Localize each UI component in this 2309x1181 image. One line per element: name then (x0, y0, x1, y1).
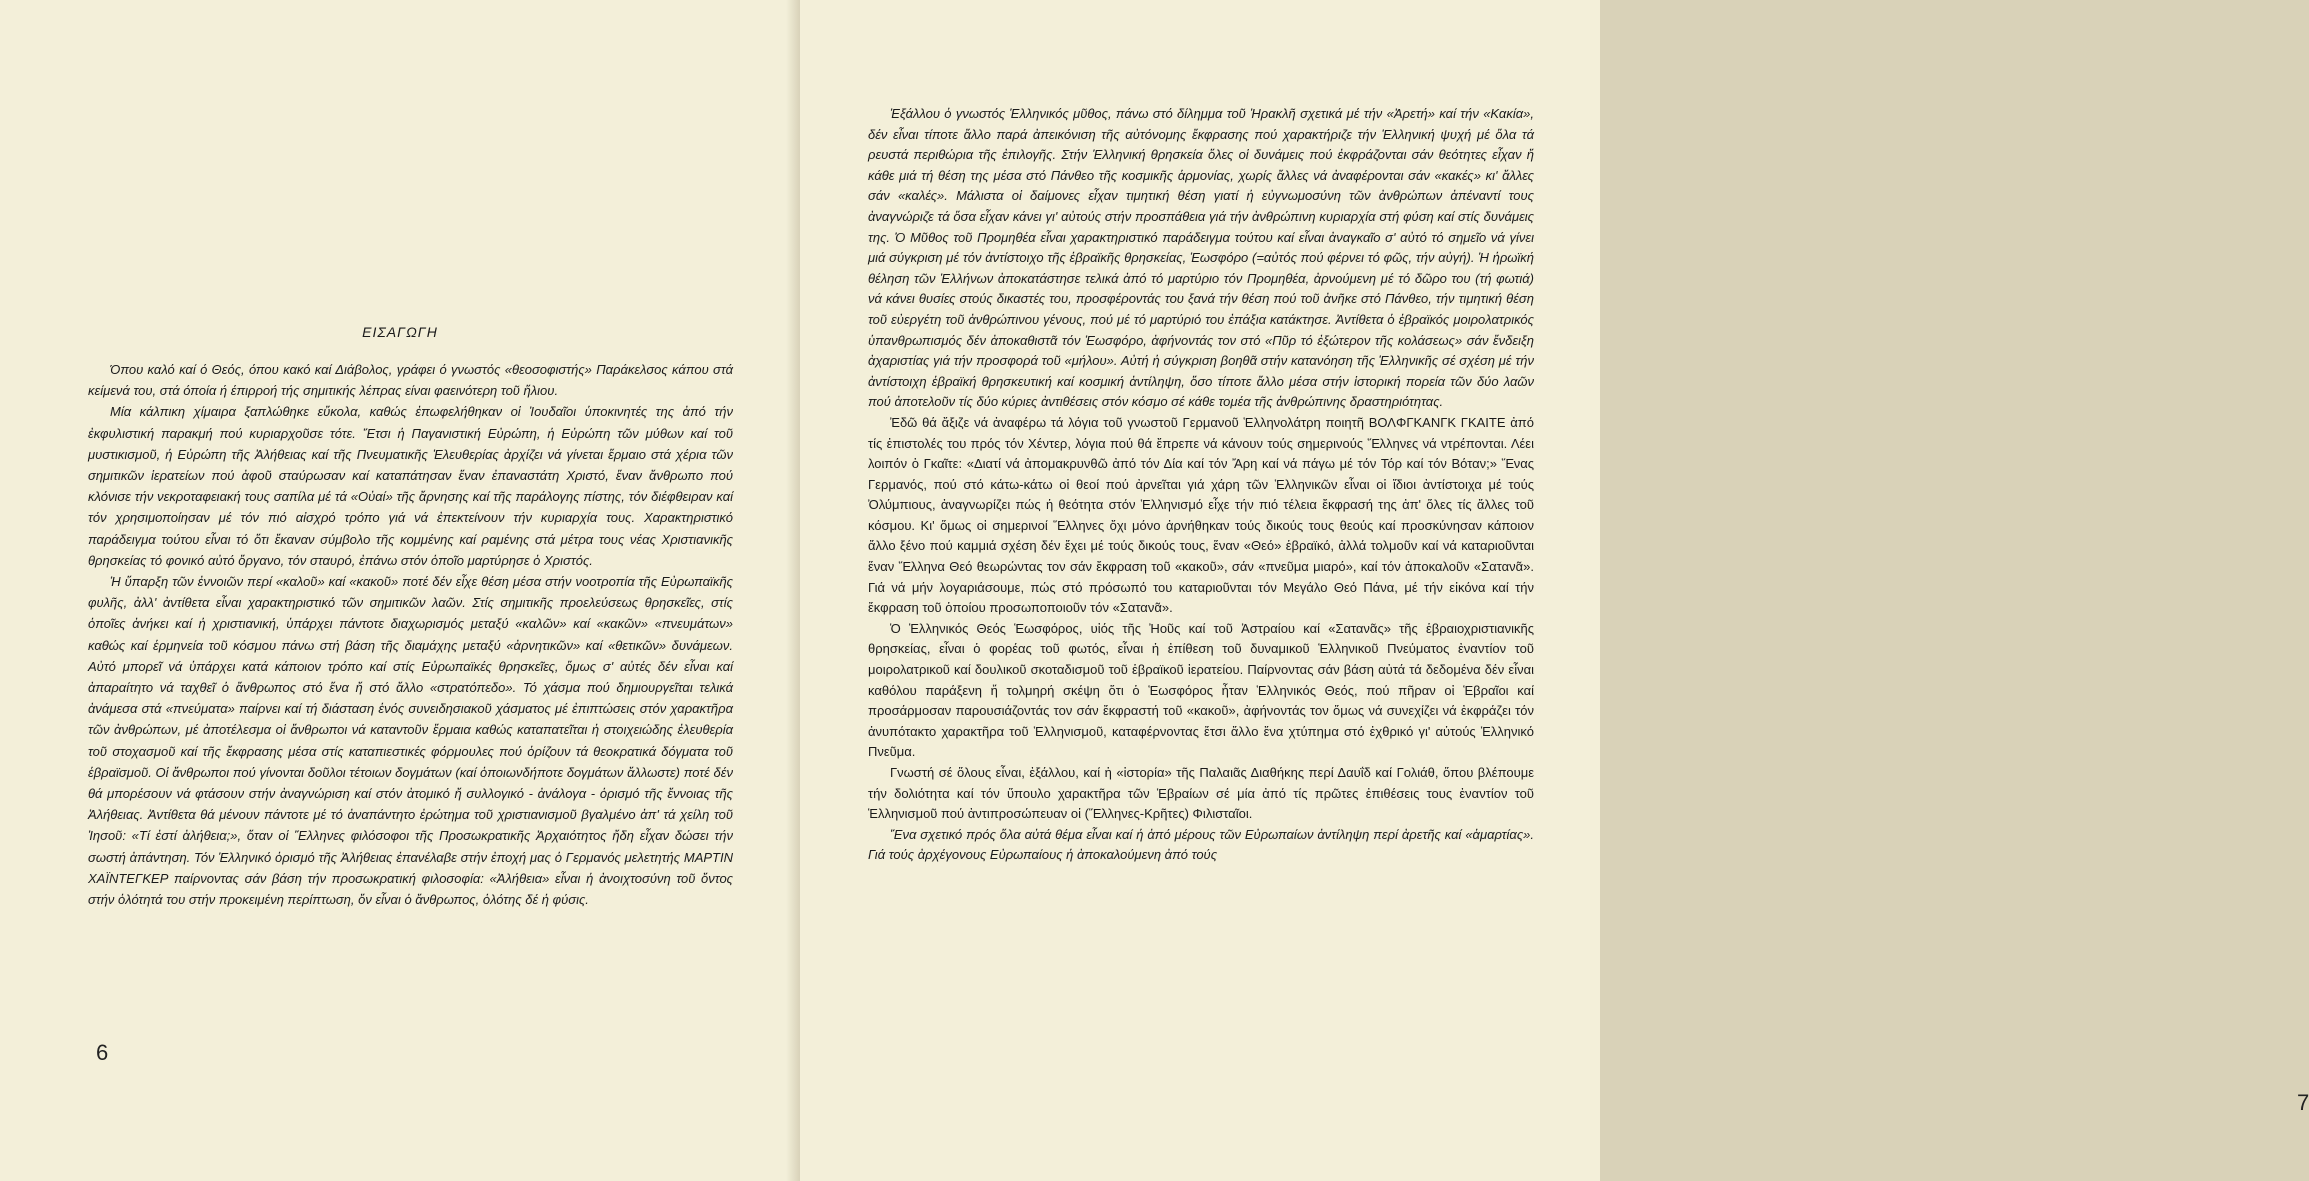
paragraph: Ἐδῶ θά ἄξιζε νά ἀναφέρω τά λόγια τοῦ γνωστοῦ Γερμανοῦ Ἑλληνολάτρη ποιητῆ ΒΟΛΦΓΚΑΝΓΚ ΓΚΑΙΤΕ ἀπό τίς ἐπιστολές του πρός τόν Χέντερ, λόγια πού θά ἔπρεπε νά κάνουν τούς σημερινούς Ἕλληνες νά ντρέπονται. Λέει λοιπόν ὁ Γκαῖτε: «Διατί νά ἀπομακρυνθῶ ἀπό τόν Δία καί τόν Ἄρη καί νά πάγω μέ τόν Τόρ καί τόν Βόταν;» Ἕνας Γερμανός, πού στό κάτω-κάτω οἱ θεοί πού ἀρνεῖται γιά χάρη τῶν Ἑλληνικῶν εἶναι οἱ ἴδιοι ἀντίστοιχα μέ τούς Ὀλύμπιους, ἀναγνωρίζει πώς ἡ θεότητα στόν Ἑλληνισμό εἶχε τήν πιό τέλεια ἔκφρασή της ἀπ' ὅλες τίς ἄλλες τοῦ κόσμου. Κι' ὅμως οἱ σημερινοί Ἕλληνες ὄχι μόνο ἀρνήθηκαν τούς δικούς τους θεούς καί προσκύνησαν κάποιον ἄλλο ξένο πού καμμιά σχέση δέν ἔχει μέ τούς δικούς τους, ἕναν «Θεό» ἑβραϊκό, ἀλλά τολμοῦν καί νά καταριοῦνται ἕναν Ἕλληνα Θεό θεωρώντας τον σάν ἔκφραση τοῦ «κακοῦ», σάν «πνεῦμα μιαρό», καί τόν ἀποκαλοῦν «Σατανᾶ». Γιά νά μήν λογαριάσουμε, πώς στό πρόσωπό του καταριοῦνται τόν Μεγάλο Θεό Πάνα, μέ τήν εἰκόνα καί τήν ἔκφραση τοῦ ὁποίου προσωποποιοῦν τόν «Σατανᾶ». (868, 414, 1534, 616)
page-number: 6 (96, 1040, 109, 1065)
left-body-text (88, 359, 733, 910)
left-page (0, 0, 800, 1181)
page-number: 7 (2297, 1090, 2309, 1115)
right-body-text (868, 104, 1534, 866)
paragraph: Ἡ ὕπαρξη τῶν ἐννοιῶν περί «καλοῦ» καί «κακοῦ» ποτέ δέν εἶχε θέση μέσα στήν νοοτροπία τῆς Εὐρωπαϊκῆς φυλῆς, ἀλλ' ἀντίθετα εἶναι χαρακτηριστικό τῶν σημιτικῶν λαῶν. Στίς σημιτικῆς προελεύσεως θρησκεῖες, στίς ὁποῖες ἀνήκει καί ἡ χριστιανική, ὑπάρχει πάντοτε διαχωρισμός μεταξύ «καλῶν» καί «κακῶν» «πνευμάτων» καθώς καί ἑρμηνεία τοῦ κόσμου πάνω στή βάση τῆς διαμάχης μεταξύ «ἀρνητικῶν» καί «θετικῶν» δυνάμεων. Αὐτό μπορεῖ νά ὑπάρχει κατά κάποιον τρόπο καί στίς Εὐρωπαϊκές θρησκεῖες, ὅμως σ' αὐτές δέν εἶναι καί ἀπαραίτητο νά ταχθεῖ ὁ ἄνθρωπος στό ἕνα ἤ στό ἄλλο «στρατόπεδο». Τό χάσμα πού δημιουργεῖται τελικά ἀνάμεσα στά «πνεύματα» παίρνει καί τή διάσταση ἑνός συνειδησιακοῦ χάσματος μέ ἐπιπτώσεις στόν χαρακτῆρα τῶν ἀνθρώπων, μέ ἀποτέλεσμα οἱ ἄνθρωποι νά καταντοῦν ἕρμαια καθώς καταπατεῖται ἡ στοιχειώδης ἐλευθερία τοῦ στοχασμοῦ καί τῆς ἔκφρασης μέσα στίς καταπιεστικές φόρμουλες πού ὁρίζουν τά θεοκρατικά δόγματα τοῦ ἑβραϊσμοῦ. Οἱ ἄνθρωποι πού γίνονται δοῦλοι τέτοιων δογμάτων (καί ὁποιωνδήποτε δογμάτων ἄλλωστε) ποτέ δέν θά μπορέσουν νά φτάσουν στήν ἀναγνώριση καί στόν ἀτομικό ἤ συλλογικό - ἀνάλογα - ὁρισμό τῆς ἔννοιας τῆς Ἀλήθειας. Ἀντίθετα θά μένουν πάντοτε μέ τό ἀναπάντητο ἐρώτημα τοῦ χριστιανισμοῦ βγαλμένο ἀπ' τά χείλη τοῦ Ἰησοῦ: «Τί ἐστί ἀλήθεια;», ὅταν οἱ Ἕλληνες φιλόσοφοι τῆς Προσωκρατικῆς Ἀρχαιότητος ἤδη εἶχαν δώσει τήν σωστή ἀπάντηση. Τόν Ἑλληνικό ὁρισμό τῆς Ἀλήθειας ἐπανέλαβε στήν ἐποχή μας ὁ Γερμανός μελετητής ΜΑΡΤΙΝ ΧΑΪΝΤΕΓΚΕΡ παίρνοντας σάν βάση τήν προσωκρατική φιλοσοφία: «Ἀλήθεια» εἶναι ἡ ἀνοιχτοσύνη τοῦ ὄντος στήν ὁλότητά του στήν προκειμένη περίπτωση, ὄν εἶναι ὁ ἄνθρωπος, ὁλότης δέ ἡ φύσις. (88, 574, 733, 908)
paragraph: Ἕνα σχετικό πρός ὅλα αὐτά θέμα εἶναι καί ἡ ἀπό μέρους τῶν Εὐρωπαίων ἀντίληψη περί ἀρετῆς καί «ἁμαρτίας». Γιά τούς ἀρχέγονους Εὐρωπαίους ἡ ἀποκαλούμενη ἀπό τούς (868, 826, 1534, 863)
paragraph: Μία κάλπικη χίμαιρα ξαπλώθηκε εὔκολα, καθώς ἐπωφελήθηκαν οἱ Ἰουδαῖοι ὑποκινητές της ἀπό τήν ἐκφυλιστική παρακμή πού κυριαρχοῦσε τότε. Ἔτσι ἡ Παγανιστική Εὐρώπη, ἡ Εὐρώπη τῶν μύθων καί τοῦ μυστικισμοῦ, ἡ Εὐρώπη τῆς Ἀλήθειας καί τῆς Πνευματικῆς Ἐλευθερίας ἀρχίζει νά γίνεται ἕρμαιο στά χέρια τῶν σημιτικῶν ἱερατείων πού ἀφοῦ σταύρωσαν καί καταπάτησαν ἕναν ἐπαναστάτη Χριστό, ἕναν ἄνθρωπο πού κλόνισε τήν νεκροταφειακή τους σαπίλα μέ τά «Οὐαί» τῆς ἄρνησης καί τῆς παράλογης πίστης, τόν διέφθειραν καί τόν χρησιμοποίησαν μέ τόν πιό αἰσχρό τρόπο γιά νά ἐπεκτείνουν τήν κυριαρχία τους. Χαρακτηριστικό παράδειγμα τούτου εἶναι τό ὅτι ἔκαναν σύμβολο τῆς κομμένης καί ραμένης στά μέτρα τους νέας Χριστιανικῆς θρησκείας τό φονικό αὐτό ὄργανο, τόν σταυρό, ἐπάνω στόν ὁποῖο μαρτύρησε ὁ Χριστός. (88, 404, 733, 568)
paragraph: Όπου καλό καί ό Θεός, όπου κακό καί Διάβολος, γράφει ό γνωστός «θεοσοφιστής» Παράκελσος κάπου στά κείμενά του, στά όποία ή έπιρροή τής σημιτικής λέπρας είναι φαεινότερη τοῦ ἥλιου. (88, 362, 733, 399)
paragraph: Ἐξάλλου ὁ γνωστός Ἑλληνικός μῦθος, πάνω στό δίλημμα τοῦ Ἡρακλῆ σχετικά μέ τήν «Ἀρετή» καί τήν «Κακία», δέν εἶναι τίποτε ἄλλο παρά ἀπεικόνιση τῆς αὐτόνομης ἔκφρασης πού χαρακτήριζε τήν Ἑλληνική ψυχή μέ ὅλα τά ρευστά περιθώρια τῆς ἐπιλογῆς. Στήν Ἑλληνική θρησκεία ὅλες οἱ δυνάμεις πού ἐκφράζονται σάν θεότητες εἶχαν ἤ κάθε μιά τή θέση της μέσα στό Πάνθεο τῆς κοσμικῆς ἁρμονίας, χωρίς ἄλλες νά ἀναφέρονται σάν «κακές» κι' ἄλλες σάν «καλές». Μάλιστα οἱ δαίμονες εἶχαν τιμητική θέση γιατί ἡ εὐγνωμοσύνη τῶν ἀνθρώπων ἀπέναντί τους ἀναγνώριζε τά ὅσα εἶχαν κάνει γι' αὐτούς στήν προσπάθεια γιά τήν ἀνθρώπινη κυριαρχία στή φύση καί στίς δυνάμεις της. Ὁ Μῦθος τοῦ Προμηθέα εἶναι χαρακτηριστικό παράδειγμα τούτου καί εἶναι ἀναγκαῖο σ' αὐτό τό σημεῖο νά γίνει μιά σύγκριση μέ τόν ἀντίστοιχο τῆς ἑβραϊκῆς θρησκείας, Ἑωσφόρο (=αὐτός πού φέρνει τό φῶς, τήν αὐγή). Ἡ ἡρωϊκή θέληση τῶν Ἑλλήνων ἀποκατάστησε τελικά ἀπό τό μαρτύριο τόν Προμηθέα, ἀρνούμενη μέ τό δῶρο του (τή φωτιά) νά κάνει θυσίες στούς δικαστές του, προσφέροντάς του ξανά τήν θέση πού τοῦ ἀνῆκε στό Πάνθεο, τήν τιμητική θέση τοῦ εὐεργέτη τοῦ ἀνθρώπινου γένους, πού μέ τό μαρτύριό του ἐπάξια κατάκτησε. Ἀντίθετα ὁ ἑβραϊκός μοιρολατρικός ὑπανθρωπισμός δέν ἀποκαθιστᾶ τόν Ἑωσφόρο, ἀφήνοντάς τον στό «Πῦρ τό ἐξώτερον τῆς κολάσεως» σάν ἔνδειξη ἀχαριστίας γιά τήν προσφορά τοῦ «μήλου». Αὐτή ἡ σύγκριση βοηθᾶ στήν κατανόηση τῆς Ἑλληνικῆς σέ σχέση μέ τήν ἀντίστοιχη ἑβραϊκή θρησκευτική καί κοσμική ἀντίληψη, ὅσο τίποτε ἄλλο μέσα στήν ἱστορική πορεία τῶν δύο λαῶν πού ἀποτελοῦν τίς δύο κύριες ἀντιθέσεις στόν κόσμο σέ κάθε τομέα τῆς ἀνθρώπινης δραστηριότητας. (868, 106, 1534, 410)
paragraph: Γνωστή σέ ὅλους εἶναι, ἐξάλλου, καί ἡ «ἱστορία» τῆς Παλαιᾶς Διαθήκης περί Δαυΐδ καί Γολιάθ, ὅπου βλέπουμε τήν δολιότητα καί τόν ὕπουλο χαρακτῆρα τῶν Ἑβραίων σέ μία ἀπό τίς πρῶτες ἐπιθέσεις τους ἐναντίον τοῦ Ἑλληνισμοῦ πού ἀντιπροσώπευαν οἱ (Ἕλληνες-Κρῆτες) Φιλισταῖοι. (868, 765, 1534, 822)
page-heading: ΕΙΣΑΓΩΓΗ (362, 324, 438, 340)
paragraph: Ὁ Ἑλληνικός Θεός Ἑωσφόρος, υἱός τῆς Ἠοῦς καί τοῦ Ἀστραίου καί «Σατανᾶς» τῆς ἑβραιοχριστιανικῆς θρησκείας, εἶναι ὁ φορέας τοῦ φωτός, εἶναι ἡ ἐπίθεση τοῦ δυναμικοῦ Ἑλληνικοῦ Πνεύματος ἐναντίον τοῦ μοιρολατρικοῦ καί δουλικοῦ σκοταδισμοῦ τοῦ ἑβραϊκοῦ ἱερατείου. Παίρνοντας σάν βάση αὐτά τά δεδομένα δέν εἶναι καθόλου παράξενη ἤ τολμηρή σκέψη ὅτι ὁ Ἑωσφόρος ἦταν Ἑλληνικός Θεός, πού πῆραν οἱ Ἑβραῖοι καί προσάρμοσαν παρουσιάζοντάς τον σάν ἔκφραστή τοῦ «κακοῦ», ἀφήνοντάς τον ὅμως νά συνεχίζει νά ἐκφράζει τόν ἀνυπότακτο χαρακτῆρα τοῦ Ἑλληνισμοῦ, καταφέρνοντας ἔτσι ἄλλο ἕνα χτύπημα στό ἐχθρικό γι' αὐτούς Ἑλληνικό Πνεῦμα. (868, 620, 1534, 760)
